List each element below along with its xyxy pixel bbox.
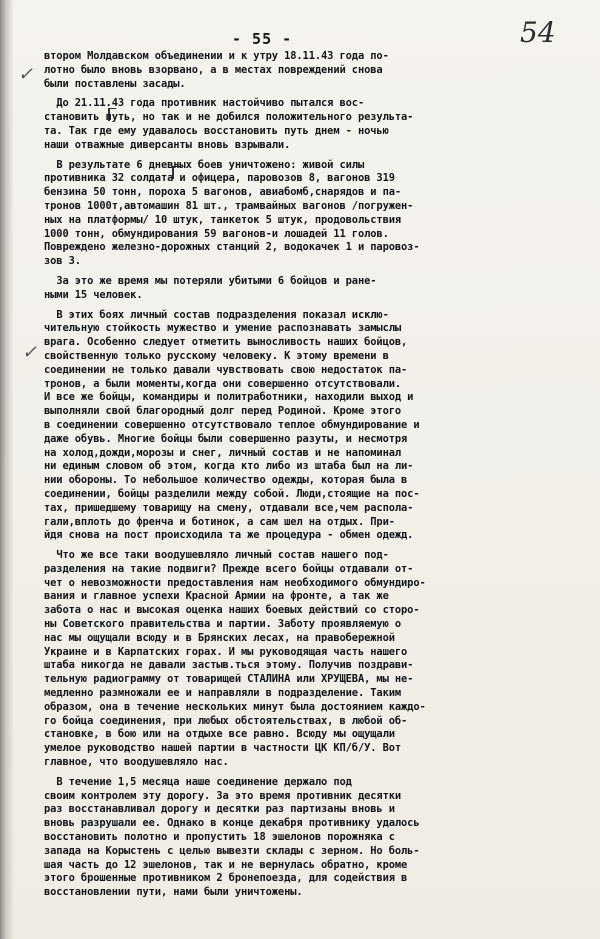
paragraph: В течение 1,5 месяца наше соединение держало под своим контролем эту дорогу. За это время противник десятки раз восстанавливал дорогу и десятки раз партизаны вновь и вновь разрушали ее. Однако в конце декабря противнику удалось восстановить полотно и пропустить 18 эшелонов порожняка с запада на Корыстень с целью вывезти склады с зерном. Но боль- шая часть до 12 эшелонов, так и не вернулась обратно, кроме этого брошенные противником 2 бронепоезда, для содействия в восстановлении пути, нами были уничтожены. xyxy=(44,775,420,899)
paragraph: Что же все таки воодушевляло личный состав нашего под- разделения на такие подвиги? Прежде всего бойцы отдавали от- чет о невозможности предоставления нам необходимого обмундиро- вания и главное успехи Красной Армии на фронте, а так же забота о нас и высокая оценка наших боевых действий со сторо- ны Советского правительства и партии. Заботу проявляемую о нас мы ощущали всюду и в Брянских лесах, на правобережной Украине и в Карпатских горах. И мы руководящая часть нашего штаба никогда не давали застыв.ться этому. Получив поздрави- тельную радиограмму от товарищей СТАЛИНА или ХРУЩЕВА, мы не- медленно размножали ее и направляли в подразделение. Таким образом, она в течение нескольких минут была достоянием каждо- го бойца соединения, при любых обстоятельствах, в любой об- становке, в бою или на отдыхе все равно. Всюду мы ощущали умелое руководство нашей партии в частности ЦК КП/б/У. Вот главное, что воодушевляло нас. xyxy=(44,549,426,769)
page-number: - 55 - xyxy=(232,30,293,48)
paragraph: втором Молдавском объединении и к утру 18.11.43 года по- лотно было вновь взорвано, а в местах повреждений снова были поставлены засады. xyxy=(44,50,389,90)
document-body xyxy=(44,50,584,906)
scan-edge-shadow xyxy=(0,0,14,939)
archive-page-number: 54 xyxy=(520,16,556,49)
paragraph: В этих боях личный состав подразделения показал исклю- чительную стойкость мужество и умение распознавать замыслы врага. Особенно следует отметить выносливость наших бойцов, свойственную только русскому человеку. К этому времени в соединении не только давали чувствовать свою недостаток па- тронов, а были моменты,когда они совершенно отсутствовали. И все же бойцы, командиры и политработники, находили выход и выполняли свой благородный долг перед Родиной. Кроме этого в соединении совершенно отсутствовало теплое обмундирование и даже обувь. Многие бойцы были совершенно разуты, и несмотря на холод,дожди,морозы и снег, личный состав и не напоминал ни единым словом об этом, когда кто либо из штаба был на ли- нии обороны. То небольшое количество одежды, которая была в соединении, бойцы разделили между собой. Люди,стоящие на пос- тах, пришедшему товарищу на смену, отдавали все,чем распола- гали,вплоть до френча и ботинок, а сам шел на отдых. При- йдя снова на пост происходила та же процедура - обмен одежд. xyxy=(44,308,420,542)
paragraph: В результате 6 дневных боев уничтожено: живой силы противника 32 солдата и офицера, паровозов 8, вагонов 319 бензина 50 тонн, пороха 5 вагонов, авиабомб,снарядов и па- тронов 1000т,автомашин 81 шт., трамвайных вагонов /погружен- ных на платформы/ 10 штук, танкеток 5 штук, продовольствия 1000 тонн, обмундирования 59 вагонов-и лошадей 11 голов. Повреждено железно-дорожных станций 2, водокачек 1 и паровоз- зов 3. xyxy=(44,158,420,268)
paragraph: До 21.11.43 года противник настойчиво пытался вос- становить путь, но так и не добился положительного результа- та. Так где ему удавалось восстановить путь днем - ночью наши отважные диверсанты вновь взрывали. xyxy=(44,97,414,151)
margin-check-mark-2: ✓ xyxy=(22,342,38,363)
margin-check-mark-1: ✓ xyxy=(18,64,34,85)
paragraph: За это же время мы потеряли убитыми 6 бойцов и ране- ными 15 человек. xyxy=(44,274,377,301)
